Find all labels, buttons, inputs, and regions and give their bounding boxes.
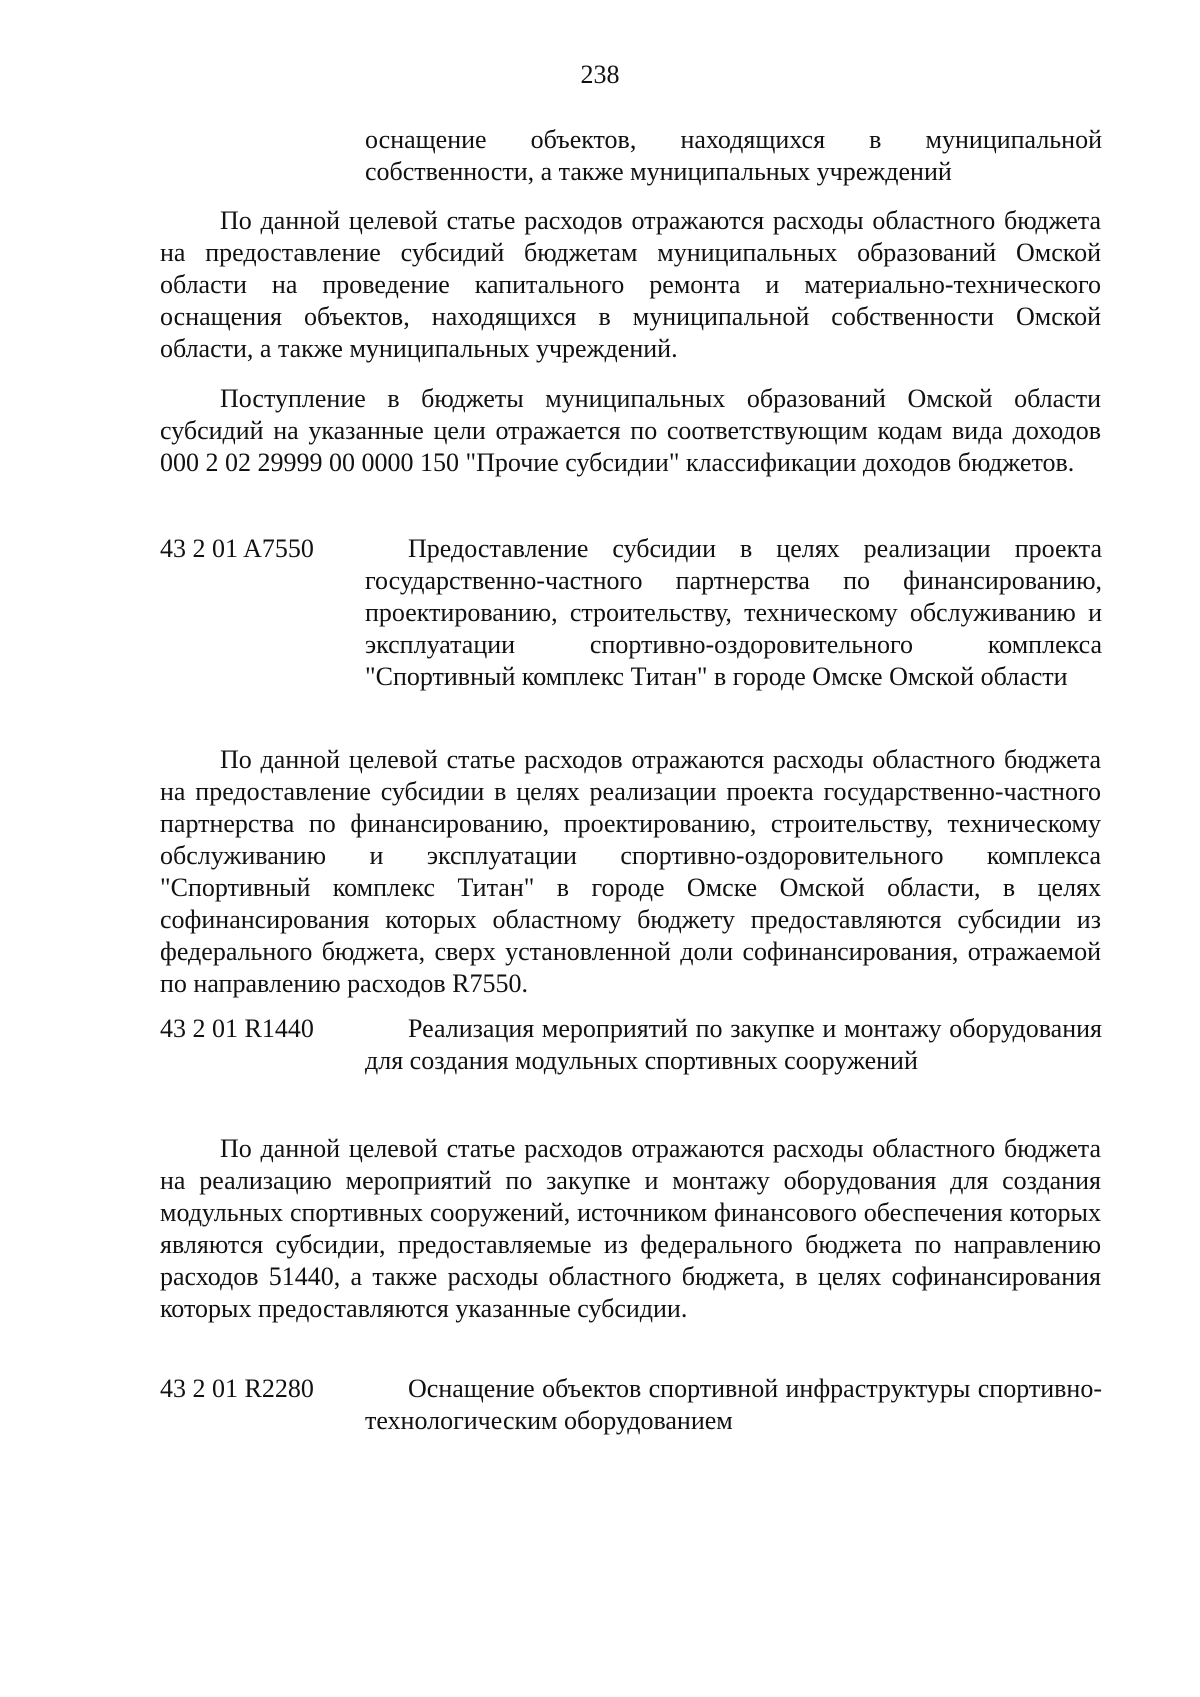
paragraph-description-2: Поступление в бюджеты муниципальных образований Омской области субсидий на указанные цели отражается по соответствующим кодам вида доходов 000 2 02 29999 00 0000 150 "Прочие субсидии" классификации доходов бюджетов. xyxy=(160,384,1101,477)
page-number: 238 xyxy=(580,60,620,89)
entry-title: Предоставление субсидии в целях реализации проекта государственно-частного партнерства по финансированию, проектированию, строительству, техническому обслуживанию и эксплуатации спортивно-оздоровительного комплекса "Спортивный комплекс Титан" в городе Омске Омской области xyxy=(365,534,1102,691)
paragraph-description-4: По данной целевой статье расходов отражаются расходы областного бюджета на реализацию мероприятий по закупке и монтажу оборудования для создания модульных спортивных сооружений, источником финансового обеспечения которых являются субсидии, предоставляемые из федерального бюджета по направлению расходов 51440, а также расходы областного бюджета, в целях софинансирования которых предоставляются указанные субсидии. xyxy=(160,1134,1101,1323)
entry-code: 43 2 01 A7550 xyxy=(160,534,314,563)
entry-title-continued: оснащение объектов, находящихся в муниципальной собственности, а также муниципальных учреждений xyxy=(365,125,1102,186)
entry-code: 43 2 01 R1440 xyxy=(160,1014,314,1043)
budget-entry-a7550 xyxy=(160,533,1102,693)
paragraph-description-3: По данной целевой статье расходов отражаются расходы областного бюджета на предоставление субсидии в целях реализации проекта государственно-частного партнерства по финансированию, проектированию, строительству, техническому обслуживанию и эксплуатации спортивно-оздоровительного комплекса "Спортивный комплекс Титан" в городе Омске Омской области, в целях софинансирования которых областному бюджету предоставляются субсидии из федерального бюджета, сверх установленной доли софинансирования, отражаемой по направлению расходов R7550. xyxy=(160,745,1101,998)
budget-entry-r2280 xyxy=(160,1373,1102,1437)
budget-entry-r1440 xyxy=(160,1013,1102,1077)
entry-title: Реализация мероприятий по закупке и монтажу оборудования для создания модульных спортивных сооружений xyxy=(365,1014,1102,1075)
entry-code: 43 2 01 R2280 xyxy=(160,1374,314,1403)
entry-title: Оснащение объектов спортивной инфраструктуры спортивно-технологическим оборудованием xyxy=(365,1374,1102,1435)
paragraph-description-1: По данной целевой статье расходов отражаются расходы областного бюджета на предоставление субсидий бюджетам муниципальных образований Омской области на проведение капитального ремонта и материально-технического оснащения объектов, находящихся в муниципальной собственности Омской области, а также муниципальных учреждений. xyxy=(160,206,1101,363)
